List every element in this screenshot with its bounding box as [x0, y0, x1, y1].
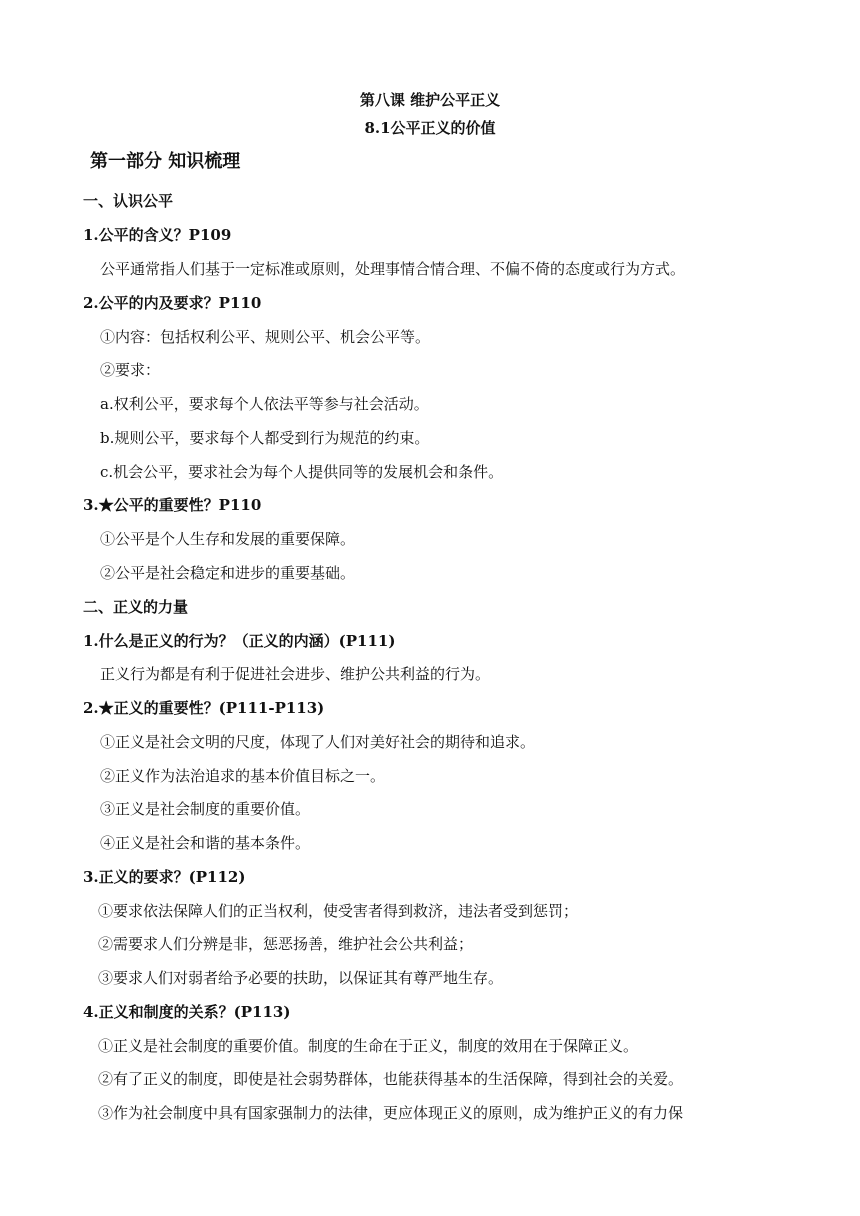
answer-line: ①公平是个人生存和发展的重要保障。 — [100, 530, 356, 548]
lesson-title: 第八课 维护公平正义 — [359, 91, 501, 109]
question-heading: 2.公平的内及要求？P110 — [83, 294, 262, 312]
answer-line: 公平通常指人们基于一定标准或原则，处理事情合情合理、不偏不倚的态度或行为方式。 — [100, 260, 686, 278]
answer-line: ①正义是社会制度的重要价值。制度的生命在于正义，制度的效用在于保障正义。 — [98, 1037, 639, 1055]
answer-line: ④正义是社会和谐的基本条件。 — [100, 834, 311, 852]
answer-line: ①内容：包括权利公平、规则公平、机会公平等。 — [100, 328, 431, 346]
answer-line: ②公平是社会稳定和进步的重要基础。 — [100, 564, 356, 582]
answer-line: ②正义作为法治追求的基本价值目标之一。 — [100, 767, 386, 785]
question-heading: 2.★正义的重要性？(P111-P113) — [83, 699, 325, 717]
answer-line: ③正义是社会制度的重要价值。 — [100, 800, 311, 818]
question-heading: 1.公平的含义？P109 — [83, 226, 232, 244]
answer-line: ①要求依法保障人们的正当权利，使受害者得到救济，违法者受到惩罚； — [98, 902, 579, 920]
answer-line: ③作为社会制度中具有国家强制力的法律，更应体现正义的原则，成为维护正义的有力保 — [98, 1104, 684, 1122]
question-heading: 3.正义的要求？(P112) — [83, 868, 246, 886]
question-heading: 4.正义和制度的关系？(P113) — [83, 1003, 291, 1021]
answer-line: ②需要求人们分辨是非，惩恶扬善，维护社会公共利益； — [98, 935, 474, 953]
answer-line: b.规则公平，要求每个人都受到行为规范的约束。 — [100, 429, 430, 447]
part-title: 第一部分 知识梳理 — [90, 151, 241, 172]
section-heading: 一、认识公平 — [83, 192, 174, 210]
section-heading: 二、正义的力量 — [83, 598, 189, 616]
answer-line: ②有了正义的制度，即使是社会弱势群体，也能获得基本的生活保障，得到社会的关爱。 — [98, 1070, 684, 1088]
answer-line: ①正义是社会文明的尺度，体现了人们对美好社会的期待和追求。 — [100, 733, 536, 751]
answer-line: c.机会公平，要求社会为每个人提供同等的发展机会和条件。 — [100, 463, 504, 481]
question-heading: 1.什么是正义的行为？（正义的内涵）(P111) — [83, 632, 396, 650]
answer-line: ②要求： — [100, 361, 161, 379]
answer-line: a.权利公平，要求每个人依法平等参与社会活动。 — [100, 395, 429, 413]
lesson-subtitle: 8.1公平正义的价值 — [364, 119, 496, 137]
answer-line: 正义行为都是有利于促进社会进步、维护公共利益的行为。 — [100, 665, 491, 683]
answer-line: ③要求人们对弱者给予必要的扶助，以保证其有尊严地生存。 — [98, 969, 504, 987]
question-heading: 3.★公平的重要性？P110 — [83, 496, 262, 514]
